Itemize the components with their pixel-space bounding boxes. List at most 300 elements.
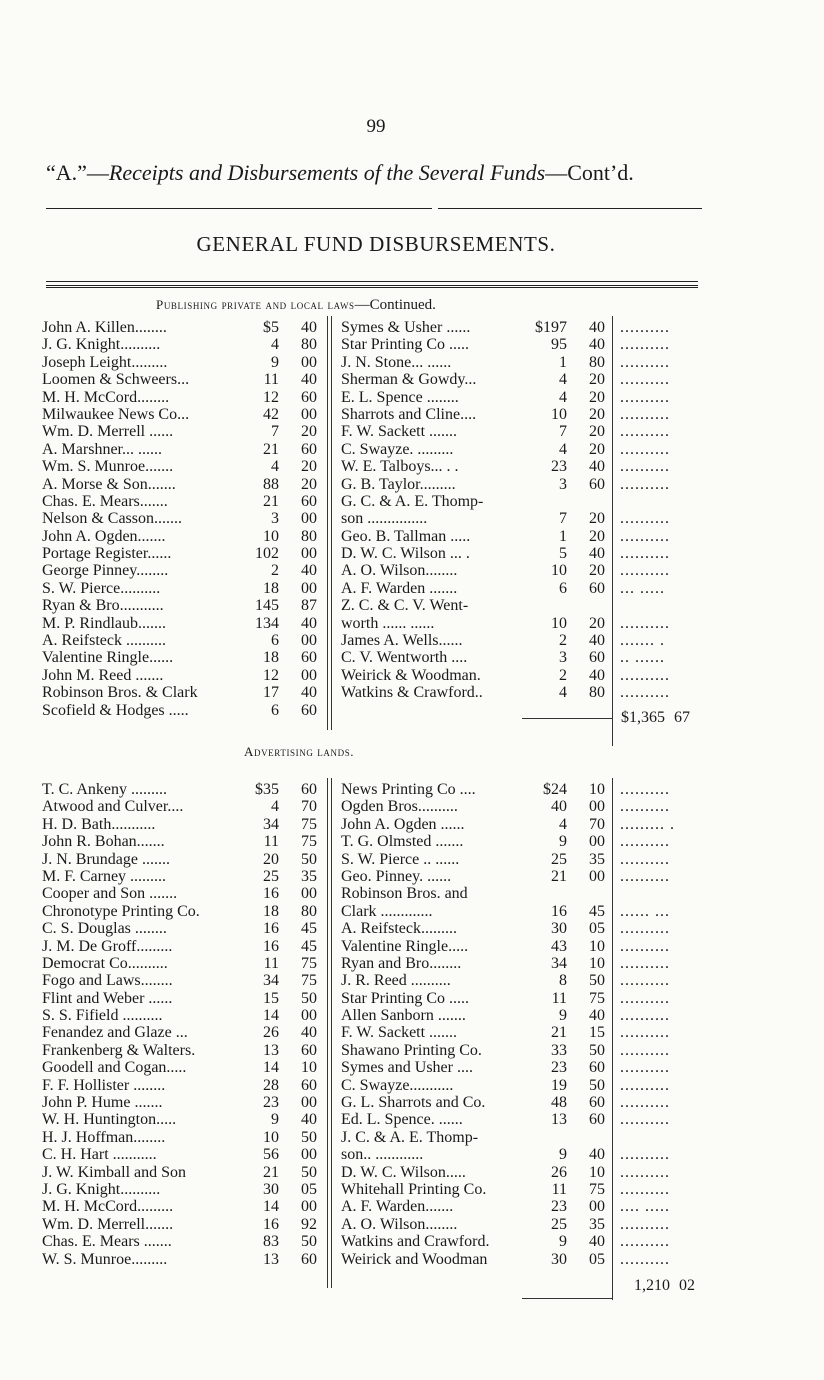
leader-dots-text: .......... [620,527,670,545]
payee-name: T. G. Olmsted ....... [341,833,464,851]
ledger-entry [42,903,321,920]
payee-name: C. S. Douglas ........ [42,920,167,938]
amount-dollars: 6 [271,632,279,650]
amount-dollars: 11 [551,989,567,1007]
ledger-entry [42,990,321,1007]
leader-dots-text: .......... [620,937,670,955]
column-divider [331,316,332,730]
ledger-entry [42,545,321,562]
payee-name: John M. Reed ....... [42,666,164,684]
payee-name: S. W. Pierce.......... [42,579,161,597]
amount-cents: 40 [589,1007,605,1025]
amount-cents: 20 [589,527,605,545]
amount-dollars: 8 [559,972,567,990]
ledger-entry [341,1129,609,1146]
ledger-entry [42,1111,321,1128]
payee-name: Flint and Weber ...... [42,989,173,1007]
amount-dollars: 10 [263,1128,279,1146]
leader-dots [620,389,710,406]
leader-dots [620,1111,710,1128]
heading-italic: Receipts and Disbursements of the Several Funds [108,160,546,185]
ledger-entry [341,493,609,510]
amount-cents: 60 [301,1041,317,1059]
amount-dollars: 26 [263,1024,279,1042]
amount-cents: 45 [301,920,317,938]
leader-dots-text: .......... [620,405,670,423]
amount-dollars: 10 [551,614,567,632]
amount-dollars: 18 [263,902,279,920]
section1-subheading [156,297,436,314]
heading-rule-left [46,208,432,209]
amount-cents: 20 [589,388,605,406]
leader-dots-text: .......... [620,336,670,354]
payee-name: A. Reifsteck......... [341,920,457,938]
amount-dollars: 10 [551,405,567,423]
amount-dollars: 18 [263,579,279,597]
leader-dots-text: .......... [620,510,670,528]
payee-name: Whitehall Printing Co. [341,1180,487,1198]
payee-name: Nelson & Casson....... [42,510,182,528]
amount-cents: 10 [589,1163,605,1181]
amount-cents: 35 [589,850,605,868]
section2-subheading [244,744,354,760]
amount-cents: 20 [589,423,605,441]
amount-cents: 40 [301,371,317,389]
ledger-entry [42,684,321,701]
leader-dots [620,1181,710,1198]
amount-dollars: 12 [263,666,279,684]
amount-dollars: 83 [263,1233,279,1251]
amount-cents: 60 [589,1111,605,1129]
leader-dots [620,1042,710,1059]
leader-dots-text: .......... [620,545,670,563]
amount-dollars: 34 [263,815,279,833]
section1-column-1 [42,319,321,719]
payee-name: Scofield & Hodges ..... [42,701,189,719]
ledger-entry [341,1007,609,1024]
payee-name: M. H. McCord......... [42,1198,174,1216]
ledger-entry [42,528,321,545]
leader-dots [620,833,710,850]
ledger-entry [341,423,609,440]
leader-dots [620,955,710,972]
amount-cents: 00 [301,579,317,597]
payee-name: Ryan and Bro........ [341,954,462,972]
amount-dollars: 4 [271,458,279,476]
payee-name: Frankenberg & Walters. [42,1041,196,1059]
payee-name: Robinson Bros. & Clark [42,684,198,702]
amount-dollars: 13 [551,1111,567,1129]
payee-name: M. P. Rindlaub....... [42,614,167,632]
payee-name: Symes and Usher .... [341,1059,473,1077]
section2-subheading-caps: Advertising lands. [244,744,355,759]
ledger-entry [341,1216,609,1233]
payee-name: Sharrots and Cline.... [341,405,477,423]
ledger-entry [341,667,609,684]
payee-name: Ed. L. Spence. ...... [341,1111,463,1129]
leader-dots [620,885,710,902]
leader-dots [620,336,710,353]
amount-dollars: 4 [271,798,279,816]
heading-prefix: “A.”— [46,160,109,185]
ledger-entry [341,1233,609,1250]
amount-cents: 60 [589,475,605,493]
amount-cents: 75 [301,833,317,851]
amount-dollars: 16 [263,920,279,938]
leader-dots-text: ....... . [620,632,665,650]
amount-cents: 40 [301,1111,317,1129]
ledger-entry [42,938,321,955]
amount-cents: 80 [301,336,317,354]
payee-name: worth ...... ...... [341,614,435,632]
leader-dots [620,354,710,371]
amount-dollars: 43 [551,937,567,955]
ledger-entry [341,684,609,701]
amount-cents: 50 [589,972,605,990]
amount-cents: 20 [589,614,605,632]
section1-total-cents: 67 [674,709,690,726]
ledger-entry [341,441,609,458]
payee-name: D. W. C. Wilson ... . [341,545,470,563]
leader-dots [620,938,710,955]
payee-name: Joseph Leight......... [42,353,168,371]
ledger-entry [341,319,609,336]
amount-cents: 80 [589,684,605,702]
amount-dollars: 16 [263,1215,279,1233]
payee-name: W. E. Talboys... . . [341,458,459,476]
ledger-entry [42,1077,321,1094]
payee-name: W. H. Huntington..... [42,1111,177,1129]
column-divider [327,778,328,1288]
leader-dots-text: ......... . [620,815,675,833]
ledger-entry [42,493,321,510]
amount-dollars: 9 [271,353,279,371]
amount-cents: 70 [301,798,317,816]
ledger-entry [341,615,609,632]
column-divider [612,316,613,746]
page-number: 99 [366,116,386,137]
leader-dots-text: .......... [620,850,670,868]
leader-dots [620,1164,710,1181]
ledger-entry [341,903,609,920]
amount-dollars: 11 [551,1180,567,1198]
leader-dots-text: .......... [620,1233,670,1251]
section2-total [634,1277,695,1295]
amount-cents: 50 [301,1128,317,1146]
payee-name: George Pinney........ [42,562,169,580]
leader-dots [620,1077,710,1094]
amount-cents: 60 [301,440,317,458]
amount-cents: 35 [301,867,317,885]
amount-dollars: 2 [559,632,567,650]
ledger-entry [42,649,321,666]
payee-name: J. C. & A. E. Thomp- [341,1128,479,1146]
ledger-entry [42,920,321,937]
leader-dots-text: .......... [620,972,670,990]
amount-dollars: 26 [551,1163,567,1181]
payee-name: Chas. E. Mears ....... [42,1233,172,1251]
leader-dots-text: .......... [620,371,670,389]
ledger-entry [341,1077,609,1094]
payee-name: Z. C. & C. V. Went- [341,597,469,615]
amount-cents: 60 [589,649,605,667]
payee-name: C. H. Hart ........... [42,1146,157,1164]
ledger-entry [341,972,609,989]
payee-name: W. S. Munroe......... [42,1250,168,1268]
payee-name: J. N. Brundage ....... [42,850,170,868]
amount-cents: 00 [301,1094,317,1112]
ledger-entry [341,885,609,902]
ledger-entry [42,615,321,632]
amount-dollars: 40 [551,798,567,816]
leader-dots-text: .......... [620,1163,670,1181]
ledger-entry [42,1059,321,1076]
amount-dollars: 42 [263,405,279,423]
amount-dollars: 145 [255,597,279,615]
payee-name: G. B. Taylor......... [341,475,456,493]
leader-dots [620,649,710,666]
payee-name: A. O. Wilson........ [341,562,458,580]
payee-name: F. W. Sackett ....... [341,423,458,441]
amount-dollars: 1 [559,353,567,371]
heading-rule-right [438,208,702,209]
leader-dots-text: .......... [620,1076,670,1094]
amount-cents: 20 [589,562,605,580]
payee-name: D. W. C. Wilson..... [341,1163,466,1181]
payee-name: son.. ............ [341,1146,424,1164]
payee-name: Geo. B. Tallman ..... [341,527,471,545]
leader-dots [620,423,710,440]
payee-name: J. R. Reed .......... [341,972,451,990]
amount-cents: 40 [301,684,317,702]
amount-cents: 00 [301,1198,317,1216]
amount-dollars: 3 [271,510,279,528]
amount-dollars: 102 [255,545,279,563]
amount-cents: 40 [301,1024,317,1042]
payee-name: M. H. McCord........ [42,388,170,406]
amount-cents: 60 [301,701,317,719]
leader-dots [620,868,710,885]
leader-dots [620,1024,710,1041]
amount-dollars: 20 [263,850,279,868]
ledger-entry [42,1024,321,1041]
amount-cents: 75 [589,989,605,1007]
ledger-entry [42,458,321,475]
ledger-entry [341,597,609,614]
payee-name: G. L. Sharrots and Co. [341,1094,486,1112]
amount-cents: 60 [589,1059,605,1077]
amount-cents: 40 [589,632,605,650]
amount-cents: 05 [589,1250,605,1268]
amount-dollars: 21 [263,492,279,510]
ledger-entry [341,1094,609,1111]
leader-dots [620,1251,710,1268]
ledger-entry [42,955,321,972]
ledger-entry [42,1233,321,1250]
amount-dollars: 11 [263,954,279,972]
leader-dots-text: .......... [620,319,670,336]
payee-name: A. Reifsteck .......... [42,632,166,650]
payee-name: S. W. Pierce .. ...... [341,850,460,868]
amount-dollars: 21 [551,867,567,885]
payee-name: H. J. Hoffman........ [42,1128,166,1146]
amount-dollars: 30 [551,1250,567,1268]
payee-name: John R. Bohan....... [42,833,165,851]
leader-dots-text: ... ..... [620,579,665,597]
amount-dollars: $24 [543,781,567,798]
payee-name: Portage Register...... [42,545,172,563]
amount-cents: 40 [589,545,605,563]
payee-name: News Printing Co .... [341,781,476,798]
amount-cents: 92 [301,1215,317,1233]
ledger-entry [42,371,321,388]
ledger-entry [42,816,321,833]
amount-dollars: 9 [559,833,567,851]
amount-dollars: 11 [263,833,279,851]
payee-name: Ryan & Bro........... [42,597,164,615]
amount-dollars: 25 [551,1215,567,1233]
amount-dollars: 25 [263,867,279,885]
leader-dots [620,1059,710,1076]
payee-name: C. V. Wentworth .... [341,649,468,667]
amount-dollars: 16 [263,937,279,955]
payee-name: F. F. Hollister ........ [42,1076,166,1094]
leader-dots-text: .......... [620,989,670,1007]
amount-cents: 80 [301,902,317,920]
amount-dollars: 28 [263,1076,279,1094]
amount-cents: 00 [301,405,317,423]
amount-dollars: 2 [271,562,279,580]
ledger-entry [341,649,609,666]
leader-dots [620,684,710,701]
leader-dots-text: .......... [620,684,670,702]
amount-cents: 40 [301,562,317,580]
payee-name: J. W. Kimball and Son [42,1163,187,1181]
amount-cents: 50 [301,1163,317,1181]
leader-dots-text: .......... [620,1024,670,1042]
section1-total [621,709,690,727]
amount-dollars: 10 [263,527,279,545]
ledger-entry [341,1164,609,1181]
leader-dots-text: .......... [620,954,670,972]
amount-cents: 00 [301,545,317,563]
amount-cents: 60 [301,649,317,667]
amount-cents: 40 [589,666,605,684]
amount-cents: 40 [301,319,317,336]
ledger-entry [42,476,321,493]
amount-dollars: 1 [559,527,567,545]
amount-dollars: 4 [559,440,567,458]
amount-dollars: 3 [559,649,567,667]
ledger-entry [341,816,609,833]
payee-name: Democrat Co.......... [42,954,168,972]
amount-cents: 00 [301,1007,317,1025]
payee-name: Watkins and Crawford. [341,1233,490,1251]
amount-dollars: 95 [551,336,567,354]
leader-dots-text: .......... [620,423,670,441]
leader-dots [620,545,710,562]
amount-cents: 40 [589,458,605,476]
page-heading [46,160,726,186]
payee-name: James A. Wells...... [341,632,463,650]
leader-dots [620,580,710,597]
amount-cents: 40 [589,1146,605,1164]
ledger-entry [42,1198,321,1215]
leader-dots [620,597,710,614]
payee-name: F. W. Sackett ....... [341,1024,458,1042]
leader-dots [620,632,710,649]
payee-name: Geo. Pinney. ...... [341,867,452,885]
section1-subheading-caps: Publishing private and local laws [156,297,355,312]
ledger-entry [42,702,321,719]
amount-dollars: 17 [263,684,279,702]
ledger-entry [42,1129,321,1146]
amount-dollars: 14 [263,1007,279,1025]
ledger-entry [341,545,609,562]
amount-dollars: 56 [263,1146,279,1164]
leader-dots [620,371,710,388]
payee-name: A. Morse & Son....... [42,475,176,493]
amount-dollars: 12 [263,388,279,406]
amount-cents: 75 [301,815,317,833]
payee-name: H. D. Bath........... [42,815,156,833]
ledger-entry [341,336,609,353]
amount-cents: 50 [301,1233,317,1251]
leader-dots [620,781,710,798]
leader-dots [620,903,710,920]
amount-cents: 00 [301,353,317,371]
ledger-entry [341,955,609,972]
amount-dollars: 21 [263,1163,279,1181]
leader-dots-text: .......... [620,614,670,632]
amount-cents: 40 [589,336,605,354]
amount-dollars: 4 [271,336,279,354]
leader-dots-text: .......... [620,833,670,851]
leader-dots-text: .......... [620,1250,670,1268]
ledger-entry [341,938,609,955]
payee-name: Goodell and Cogan..... [42,1059,187,1077]
leader-dots [620,441,710,458]
payee-name: J. M. De Groff......... [42,937,173,955]
amount-cents: 60 [301,388,317,406]
payee-name: Weirick & Woodman. [341,666,481,684]
ledger-entry [42,441,321,458]
amount-cents: 60 [301,492,317,510]
leader-dots-text: ...... ... [620,902,670,920]
ledger-entry [42,632,321,649]
ledger-entry [341,406,609,423]
leader-dots [620,406,710,423]
ledger-entry [42,510,321,527]
payee-name: John A. Ogden ...... [341,815,465,833]
payee-name: Shawano Printing Co. [341,1041,482,1059]
leader-dots [620,319,710,336]
ledger-entry [341,1042,609,1059]
leader-dots [620,990,710,1007]
leader-dots-text: .......... [620,666,670,684]
ledger-entry [341,580,609,597]
ledger-entry [341,458,609,475]
ledger-entry [341,833,609,850]
ledger-entry [341,781,609,798]
payee-name: Wm. S. Munroe....... [42,458,174,476]
amount-cents: 75 [301,972,317,990]
leader-dots-text: .... ..... [620,1198,670,1216]
amount-cents: 40 [589,1233,605,1251]
section1-column-2 [341,319,609,702]
ledger-entry [341,798,609,815]
amount-dollars: 34 [551,954,567,972]
